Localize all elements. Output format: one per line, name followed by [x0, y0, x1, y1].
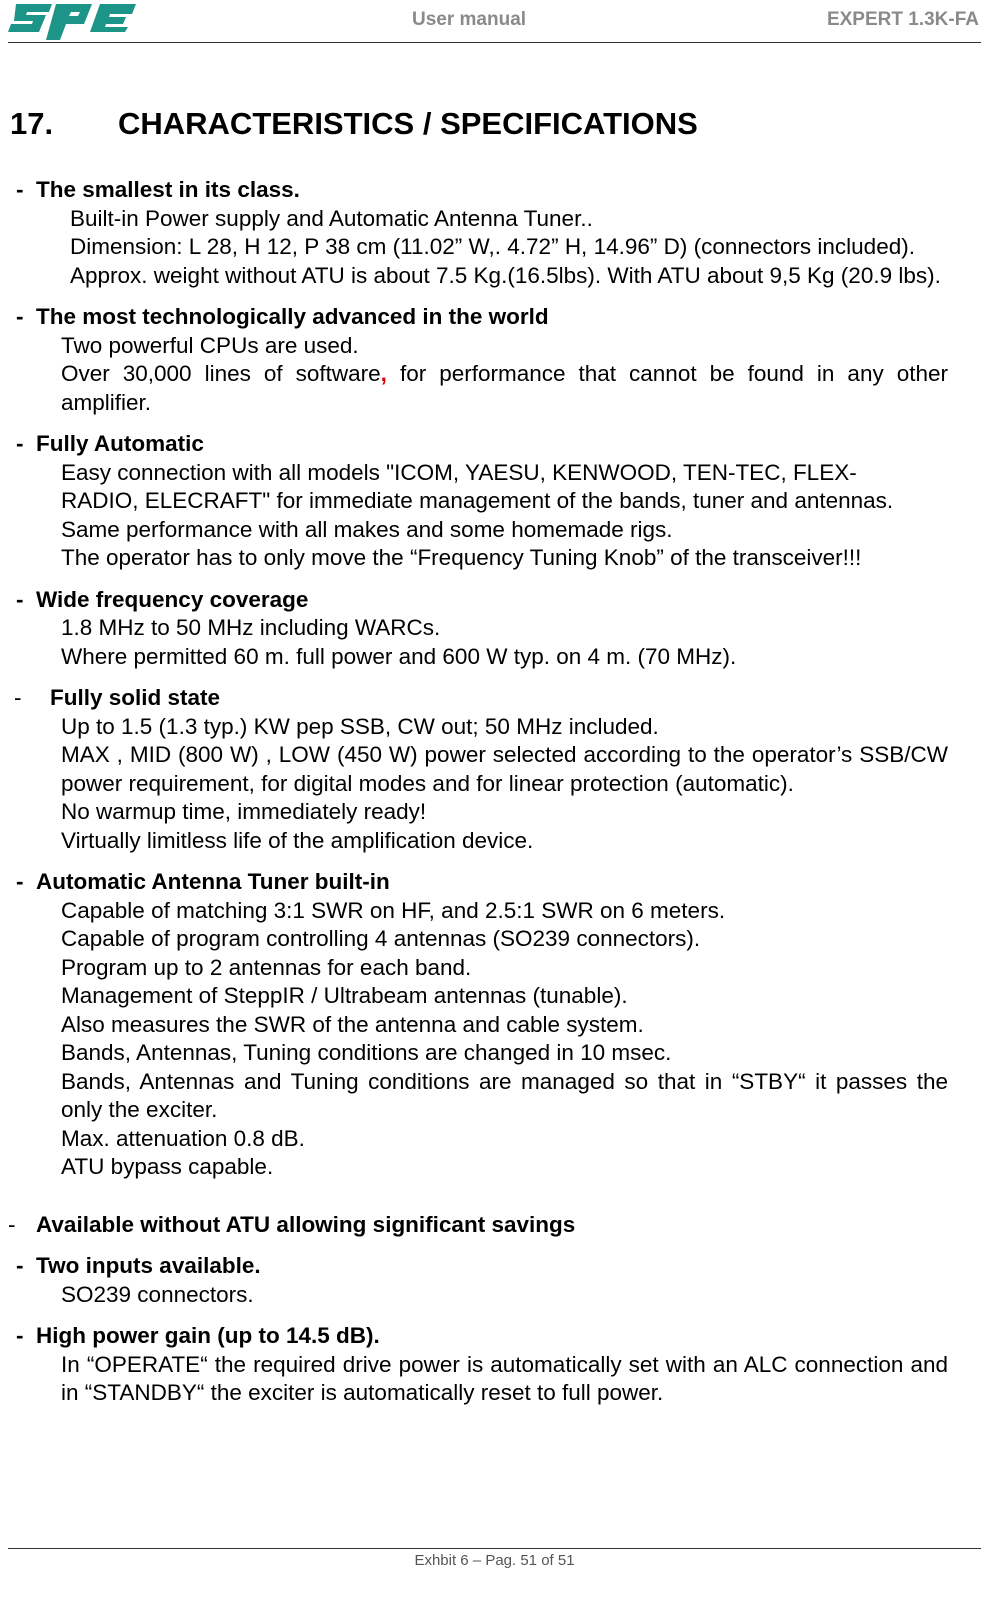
spec-line: Easy connection with all models "ICOM, YAESU, KENWOOD, TEN-TEC, FLEX-RADIO, ELECRAFT" for immediate management of the bands, tuner and antennas.	[61, 459, 894, 513]
spec-heading: - High power gain (up to 14.5 dB).	[16, 1322, 989, 1351]
spec-section-frequency	[0, 586, 989, 672]
bullet-dash: -	[14, 685, 22, 710]
bullet-dash: -	[16, 586, 24, 612]
spec-line: Program up to 2 antennas for each band.	[61, 954, 472, 980]
spec-line: Approx. weight without ATU is about 7.5 Kg.(16.5lbs). With ATU about 9,5 Kg (20.9 lbs).	[70, 262, 941, 288]
spec-line: Bands, Antennas, Tuning conditions are changed in 10 msec.	[61, 1040, 672, 1065]
red-comma: ,	[380, 361, 387, 386]
bullet-dash: -	[16, 1253, 24, 1278]
spec-line: Capable of matching 3:1 SWR on HF, and 2.5:1 SWR on 6 meters.	[61, 897, 726, 923]
spec-section-technology	[0, 303, 989, 417]
spec-line: Dimension: L 28, H 12, P 38 cm (11.02” W,. 4.72” H, 14.96” D) (connectors included).	[70, 234, 915, 259]
bullet-dash: -	[16, 1323, 24, 1348]
spec-line: The operator has to only move the “Frequency Tuning Knob” of the transceiver!!!	[61, 545, 862, 570]
page-header	[0, 0, 989, 44]
spec-line: Also measures the SWR of the antenna and cable system.	[61, 1011, 644, 1037]
spec-line: No warmup time, immediately ready!	[61, 799, 427, 824]
bullet-dash: -	[16, 177, 24, 202]
spe-logo	[8, 2, 138, 40]
spec-section-tuner	[0, 868, 989, 1182]
spec-heading: - Wide frequency coverage	[16, 586, 989, 615]
spec-heading: - The most technologically advanced in the world	[16, 303, 989, 332]
spec-section-no-atu	[0, 1211, 989, 1240]
spec-line: Same performance with all makes and some homemade rigs.	[61, 516, 673, 542]
spec-line: Where permitted 60 m. full power and 600 W typ. on 4 m. (70 MHz).	[61, 643, 737, 669]
spec-heading: - The smallest in its class.	[16, 176, 989, 205]
footer-divider	[8, 1548, 981, 1549]
spec-line: Built-in Power supply and Automatic Antenna Tuner..	[70, 205, 593, 231]
spec-heading: - Fully solid state	[14, 684, 989, 713]
spec-line: ATU bypass capable.	[61, 1154, 274, 1179]
section-title	[10, 106, 698, 142]
spec-line: SO239 connectors.	[61, 1281, 254, 1307]
section-title-text: CHARACTERISTICS / SPECIFICATIONS	[118, 106, 698, 141]
spec-line: Capable of program controlling 4 antennas (SO239 connectors).	[61, 926, 701, 951]
spec-line: Max. attenuation 0.8 dB.	[61, 1125, 305, 1151]
spec-line: 1.8 MHz to 50 MHz including WARCs.	[61, 615, 441, 640]
spec-section-size	[0, 176, 989, 290]
spec-heading: - Two inputs available.	[16, 1252, 989, 1281]
spacer	[0, 1195, 989, 1211]
spec-line: MAX , MID (800 W) , LOW (450 W) power selected according to the operator’s SSB/CW power requirement, for digital modes and for linear protection (automatic).	[61, 742, 948, 796]
header-divider	[8, 42, 981, 43]
bullet-dash: -	[8, 1211, 16, 1237]
spec-line: Management of SteppIR / Ultrabeam antennas (tunable).	[61, 983, 628, 1008]
page-footer: Exhbit 6 – Pag. 51 of 51	[414, 1552, 575, 1569]
spec-section-automatic	[0, 430, 989, 573]
spec-heading: - Available without ATU allowing significant savings	[8, 1211, 989, 1240]
spec-section-inputs	[0, 1252, 989, 1309]
spec-line: Up to 1.5 (1.3 typ.) KW pep SSB, CW out; 50 MHz included.	[61, 713, 659, 739]
bullet-dash: -	[16, 869, 24, 894]
spec-section-solid-state	[0, 684, 989, 855]
spec-line: Virtually limitless life of the amplification device.	[61, 827, 534, 853]
spec-line: In “OPERATE“ the required drive power is automatically set with an ALC connection and in “STANDBY“ the exciter is automatically reset to full power.	[61, 1351, 948, 1405]
bullet-dash: -	[16, 304, 24, 329]
spec-heading: - Fully Automatic	[16, 430, 989, 459]
header-model-label: EXPERT 1.3K-FA	[826, 9, 979, 30]
section-number: 17.	[10, 106, 54, 141]
spec-line: Two powerful CPUs are used.	[61, 332, 359, 358]
spec-line: Bands, Antennas and Tuning conditions are managed so that in “STBY“ it passes the only the exciter.	[61, 1068, 948, 1122]
header-manual-label: User manual	[412, 9, 527, 30]
spec-section-gain	[0, 1322, 989, 1408]
spec-heading: - Automatic Antenna Tuner built-in	[16, 868, 989, 897]
spec-line: Over 30,000 lines of software, for performance that cannot be found in any other amplifier.	[61, 361, 948, 415]
spec-content	[0, 176, 989, 1421]
bullet-dash: -	[16, 431, 24, 456]
